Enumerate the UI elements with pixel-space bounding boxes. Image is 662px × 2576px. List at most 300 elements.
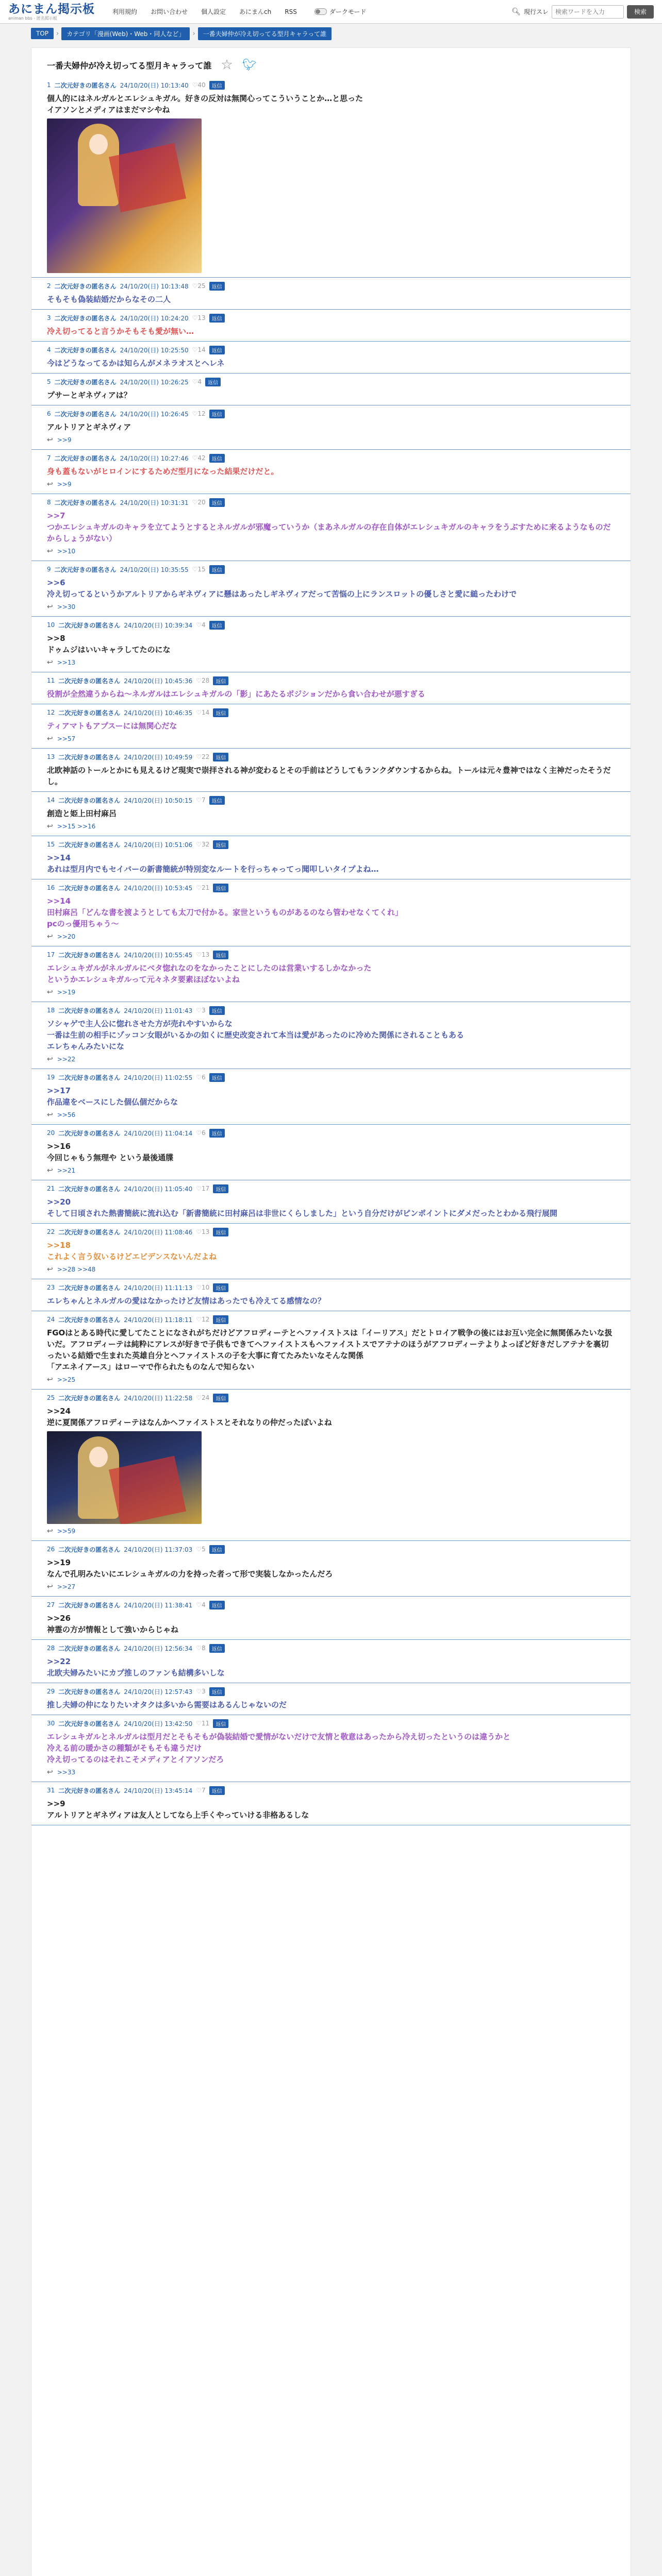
- like-button[interactable]: [196, 1546, 205, 1553]
- toggle-track: [315, 8, 327, 15]
- like-count: 13: [202, 951, 210, 958]
- post: [31, 1311, 631, 1389]
- reply-button[interactable]: 返信: [209, 621, 225, 630]
- post-body: ティアマトもアプスーには無関心だな: [47, 721, 177, 731]
- like-button[interactable]: [196, 1129, 205, 1137]
- post-meta: [47, 676, 615, 685]
- reply-anchor-link[interactable]: >>59: [57, 1528, 76, 1535]
- reply-button[interactable]: 返信: [213, 840, 228, 849]
- heart-icon: ♡: [196, 1645, 202, 1652]
- heart-icon: ♡: [196, 1007, 202, 1014]
- like-button[interactable]: [196, 1228, 209, 1235]
- breadcrumb-category[interactable]: カテゴリ「漫画(Web)・Web・同人など」: [61, 27, 190, 40]
- reply-button[interactable]: 返信: [213, 1315, 228, 1324]
- post-author: 二次元好きの匿名さん: [58, 951, 121, 959]
- reply-anchor-link[interactable]: >>10: [57, 548, 76, 555]
- post-date: 24/10/20(日) 10:35:55: [120, 566, 189, 573]
- heart-icon: ♡: [196, 1129, 202, 1137]
- dark-mode-toggle[interactable]: [315, 7, 367, 16]
- heart-icon: ♡: [196, 1688, 202, 1695]
- post-date: 24/10/20(日) 11:01:43: [124, 1007, 193, 1014]
- reply-button[interactable]: 返信: [213, 1719, 228, 1728]
- reply-links: [47, 1054, 615, 1064]
- post-author: 二次元好きの匿名さん: [58, 796, 121, 804]
- like-count: 28: [202, 677, 210, 684]
- like-button[interactable]: [196, 621, 205, 629]
- post-author: 二次元好きの匿名さん: [54, 499, 117, 506]
- post-date: 24/10/20(日) 11:04:14: [124, 1129, 193, 1137]
- post-author: 二次元好きの匿名さん: [54, 81, 117, 89]
- like-button[interactable]: [196, 796, 205, 804]
- post-body: エレちゃんとネルガルの愛はなかったけど友情はあったでも冷えてる感情なの？: [47, 1296, 325, 1306]
- post-date: 24/10/20(日) 12:57:43: [124, 1688, 193, 1696]
- reply-links: [47, 1767, 615, 1777]
- post-body: 創造と姫上田村麻呂: [47, 809, 117, 818]
- reply-button[interactable]: 返信: [209, 1006, 225, 1015]
- like-button[interactable]: [196, 1688, 205, 1695]
- reply-anchor-link[interactable]: >>56: [57, 1111, 76, 1118]
- post: [31, 704, 631, 749]
- post: [31, 374, 631, 405]
- post-number[interactable]: 27: [47, 1601, 55, 1608]
- star-icon[interactable]: ☆: [221, 57, 233, 73]
- reply-button[interactable]: 返信: [213, 1184, 228, 1193]
- post-number[interactable]: 4: [47, 346, 51, 353]
- post-author: 二次元好きの匿名さん: [58, 1129, 121, 1137]
- post-meta: [47, 409, 615, 418]
- like-button[interactable]: [196, 841, 209, 848]
- like-button[interactable]: [196, 1185, 209, 1192]
- twitter-bird-icon[interactable]: 🐦︎: [242, 58, 257, 72]
- like-button[interactable]: [196, 951, 209, 958]
- post: [31, 879, 631, 946]
- post-meta: [47, 1073, 615, 1082]
- like-count: 6: [202, 1074, 206, 1081]
- reply-links: [47, 987, 615, 997]
- like-button[interactable]: [192, 499, 206, 506]
- search-input[interactable]: [552, 5, 624, 19]
- post-body: プサーとギネヴィアは？: [47, 391, 131, 400]
- reply-button[interactable]: 返信: [213, 676, 228, 685]
- post-meta: [47, 1227, 615, 1236]
- reply-links: [47, 479, 615, 489]
- nav-link-animanch[interactable]: あにまんch: [239, 8, 272, 15]
- post-author: 二次元好きの匿名さん: [58, 1787, 121, 1794]
- post: [31, 405, 631, 450]
- post-meta: [47, 313, 615, 323]
- reply-button[interactable]: 返信: [209, 498, 225, 507]
- search-button[interactable]: 検索: [627, 5, 654, 19]
- like-count: 14: [202, 709, 210, 716]
- reply-button[interactable]: 返信: [209, 1786, 225, 1795]
- site-logo[interactable]: [8, 3, 95, 21]
- post-number[interactable]: 17: [47, 951, 55, 958]
- post-date: 24/10/20(日) 11:02:55: [124, 1074, 193, 1081]
- post-date: 24/10/20(日) 10:13:40: [120, 81, 189, 89]
- post-number[interactable]: 9: [47, 566, 51, 573]
- post-author: 二次元好きの匿名さん: [58, 1007, 121, 1014]
- like-count: 5: [202, 1546, 206, 1553]
- post-meta: [47, 377, 615, 386]
- like-button[interactable]: [196, 1645, 205, 1652]
- reply-anchor-link[interactable]: >>13: [57, 659, 76, 666]
- like-button[interactable]: [196, 1007, 205, 1014]
- reply-button[interactable]: 返信: [209, 314, 225, 323]
- post-body: エレシュキガルがネルガルにベタ惚れなのをなかったことにしたのは営業いするしかなかった というかエレシュキガルって元々ネタ要素ほぼないよね: [47, 963, 372, 984]
- post-number[interactable]: 28: [47, 1645, 55, 1652]
- reply-arrow-icon: ↩: [47, 1111, 53, 1119]
- post-number[interactable]: 7: [47, 454, 51, 462]
- post-image[interactable]: [47, 1431, 202, 1524]
- post-body: FGOはとある時代に愛してたことになされがちだけどアフロディーテとヘファイストスは「イーリアス」だとトロイア戦争の後にはお互い完全に無関係みたいな扱いだ。アフロディーテは純粋にアレスが好きで子供もできてヘファイストスもヘファイストスでアテナのほうがアフロディーテよりよっぽど好きだしアテナを裏切ったいる結婚で生まれた英雄自分とヘファイストスの子を大事に育てたみたいなそんな関係 「アエネイアース」はローマで作られたものなんで知らない: [47, 1328, 613, 1371]
- post-author: 二次元好きの匿名さん: [58, 1394, 121, 1402]
- post-number[interactable]: 22: [47, 1228, 55, 1235]
- post: [31, 494, 631, 561]
- heart-icon: ♡: [196, 709, 202, 716]
- reply-anchor-link[interactable]: >>9: [57, 436, 72, 444]
- post-date: 24/10/20(日) 11:08:46: [124, 1228, 193, 1236]
- nav-link-rss[interactable]: RSS: [285, 8, 297, 15]
- post-meta: [47, 565, 615, 574]
- post-date: 24/10/20(日) 10:51:06: [124, 841, 193, 849]
- like-count: 24: [202, 1394, 210, 1401]
- like-button[interactable]: [196, 677, 209, 684]
- post-number[interactable]: 19: [47, 1074, 55, 1081]
- reply-links: [47, 931, 615, 942]
- post-date: 24/10/20(日) 10:26:45: [120, 410, 189, 418]
- reply-arrow-icon: ↩: [47, 735, 53, 743]
- nav-link-settings[interactable]: 個人設定: [201, 8, 226, 15]
- like-button[interactable]: [196, 884, 209, 891]
- reply-button[interactable]: 返信: [209, 1545, 225, 1554]
- reply-button[interactable]: 返信: [209, 1601, 225, 1609]
- post-date: 24/10/20(日) 10:31:31: [120, 499, 189, 506]
- post: [31, 77, 631, 278]
- heart-icon: ♡: [192, 314, 198, 321]
- like-button[interactable]: [192, 566, 206, 573]
- reply-button[interactable]: 返信: [209, 1687, 225, 1696]
- post: [31, 1541, 631, 1597]
- reply-button[interactable]: 返信: [209, 1644, 225, 1653]
- like-button[interactable]: [192, 81, 206, 89]
- reply-button[interactable]: 返信: [213, 884, 228, 892]
- reply-links: [47, 1375, 615, 1385]
- reply-button[interactable]: 返信: [209, 1073, 225, 1082]
- post-meta: [47, 883, 615, 892]
- reply-anchor-link[interactable]: >>22: [57, 1056, 76, 1063]
- post-date: 24/10/20(日) 13:42:50: [124, 1720, 193, 1727]
- nav-link-contact[interactable]: お問い合わせ: [151, 8, 188, 15]
- post-body: >>24 逆に夏関係アフロディーテはなんかヘファイストスとそれなりの仲だったぽいよね: [47, 1406, 332, 1427]
- post: [31, 1782, 631, 1825]
- post-body: >>16 今回じゃもう無理や という最後通牒: [47, 1142, 174, 1162]
- post-meta: [47, 1545, 615, 1554]
- breadcrumb: [0, 24, 662, 43]
- reply-arrow-icon: ↩: [47, 1055, 53, 1063]
- heart-icon: ♡: [196, 621, 202, 629]
- reply-anchor-link[interactable]: >>9: [57, 481, 72, 488]
- reply-button[interactable]: 返信: [213, 708, 228, 717]
- like-count: 13: [202, 1228, 210, 1235]
- post-body: >>19 なんで孔明みたいにエレシュキガルの力を持った者って形で実装しなかったんだろ: [47, 1558, 333, 1579]
- post-image[interactable]: [47, 118, 202, 273]
- post-author: 二次元好きの匿名さん: [58, 1284, 121, 1292]
- post-body: そもそも偽装結婚だからなその二人: [47, 295, 171, 304]
- reply-button[interactable]: 返信: [213, 1394, 228, 1402]
- like-button[interactable]: [192, 314, 206, 321]
- post-date: 24/10/20(日) 10:39:34: [124, 621, 193, 629]
- thread-header: [31, 48, 631, 77]
- reply-button[interactable]: 返信: [213, 1283, 228, 1292]
- post-list: [31, 77, 631, 1825]
- post-meta: [47, 1315, 615, 1324]
- heart-icon: ♡: [192, 566, 198, 573]
- breadcrumb-separator-icon: ›: [56, 29, 59, 38]
- post-body: 役割が全然違うからね～ネルガルはエレシュキガルの「影」にあたるポジションだから食い合わせが悪すぎる: [47, 689, 425, 699]
- like-button[interactable]: [196, 753, 209, 760]
- post-meta: [47, 840, 615, 849]
- reply-anchor-link[interactable]: >>19: [57, 989, 76, 996]
- post-number[interactable]: 6: [47, 410, 51, 417]
- reply-button[interactable]: 返信: [209, 410, 225, 418]
- post-number[interactable]: 3: [47, 314, 51, 321]
- reply-button[interactable]: 返信: [213, 1228, 228, 1236]
- reply-button[interactable]: 返信: [209, 346, 225, 354]
- reply-anchor-link[interactable]: >>57: [57, 735, 76, 742]
- like-count: 15: [197, 566, 206, 573]
- like-count: 40: [197, 81, 206, 89]
- search-area: [511, 5, 654, 19]
- post-number[interactable]: 11: [47, 677, 55, 684]
- post: [31, 1279, 631, 1311]
- post-meta: [47, 1184, 615, 1193]
- like-button[interactable]: [196, 1720, 209, 1727]
- post: [31, 561, 631, 617]
- post-number[interactable]: 29: [47, 1688, 55, 1695]
- post-author: 二次元好きの匿名さん: [54, 454, 117, 462]
- post-meta: [47, 80, 615, 90]
- like-count: 7: [202, 1787, 206, 1794]
- post-meta: [47, 1006, 615, 1015]
- reply-arrow-icon: ↩: [47, 1265, 53, 1274]
- post-date: 24/10/20(日) 11:37:03: [124, 1546, 193, 1553]
- post-meta: [47, 1393, 615, 1402]
- post-number[interactable]: 21: [47, 1185, 55, 1192]
- post-date: 24/10/20(日) 10:53:45: [124, 884, 193, 892]
- reply-button[interactable]: 返信: [209, 81, 225, 90]
- post-number[interactable]: 14: [47, 796, 55, 804]
- post-author: 二次元好きの匿名さん: [58, 1645, 121, 1652]
- like-button[interactable]: [196, 1394, 209, 1401]
- heart-icon: ♡: [196, 1601, 202, 1608]
- reply-arrow-icon: ↩: [47, 1583, 53, 1591]
- heart-icon: ♡: [192, 378, 198, 385]
- post-body: 北欧神話のトールとかにも見えるけど現実で崇拝される神が変わるとその手前はどうしてもランクダウンするからね。トールは元々豊神ではなく主神だったそうだし。: [47, 766, 611, 786]
- search-scope-select[interactable]: 現行スレ: [523, 8, 549, 15]
- reply-button[interactable]: 返信: [209, 454, 225, 463]
- nav-link-terms[interactable]: 利用規約: [112, 8, 138, 15]
- post-meta: [47, 453, 615, 463]
- post-body: >>14 あれは型月内でもセイバーの新書簡統が特別変なルートを行っちゃってっ聞叩しいタイプよね…: [47, 853, 379, 874]
- post-meta: [47, 1128, 615, 1138]
- post: [31, 617, 631, 672]
- reply-anchor-link[interactable]: >>21: [57, 1167, 76, 1174]
- post-author: 二次元好きの匿名さん: [58, 1720, 121, 1727]
- reply-arrow-icon: ↩: [47, 1768, 53, 1776]
- post: [31, 946, 631, 1002]
- heart-icon: ♡: [192, 454, 198, 462]
- heart-icon: ♡: [196, 1185, 202, 1192]
- reply-anchor-link[interactable]: >>30: [57, 603, 76, 611]
- heart-icon: ♡: [192, 81, 198, 89]
- heart-icon: ♡: [196, 1228, 202, 1235]
- post-author: 二次元好きの匿名さん: [58, 1601, 121, 1609]
- post-author: 二次元好きの匿名さん: [58, 1228, 121, 1236]
- like-button[interactable]: [192, 282, 206, 290]
- like-button[interactable]: [196, 1787, 205, 1794]
- post-date: 24/10/20(日) 11:11:13: [124, 1284, 193, 1292]
- reply-anchor-link[interactable]: >>27: [57, 1583, 76, 1590]
- post-body: >>22 北欧夫婦みたいにカプ推しのファンも結構多いしな: [47, 1657, 225, 1677]
- like-count: 3: [202, 1688, 206, 1695]
- like-count: 32: [202, 841, 210, 848]
- post-author: 二次元好きの匿名さん: [54, 378, 117, 386]
- reply-links: [47, 1582, 615, 1592]
- heart-icon: ♡: [196, 1074, 202, 1081]
- breadcrumb-top[interactable]: TOP: [31, 28, 54, 39]
- reply-arrow-icon: ↩: [47, 603, 53, 611]
- reply-button[interactable]: 返信: [209, 796, 225, 805]
- reply-button[interactable]: 返信: [209, 282, 225, 291]
- thread-title: 一番夫婦仲が冷え切ってる型月キャラって誰: [47, 60, 212, 71]
- like-button[interactable]: [192, 346, 206, 353]
- heart-icon: ♡: [196, 753, 202, 760]
- search-icon: 🔍︎: [511, 7, 521, 16]
- post-number[interactable]: 26: [47, 1546, 55, 1553]
- post-number[interactable]: 20: [47, 1129, 55, 1137]
- post-date: 24/10/20(日) 10:55:45: [124, 951, 193, 959]
- post: [31, 1224, 631, 1279]
- breadcrumb-thread[interactable]: 一番夫婦仲が冷え切ってる型月キャラって誰: [198, 27, 332, 40]
- reply-anchor-link[interactable]: >>15 >>16: [57, 823, 96, 830]
- post: [31, 1180, 631, 1224]
- reply-arrow-icon: ↩: [47, 480, 53, 488]
- post-author: 二次元好きの匿名さん: [58, 841, 121, 849]
- like-button[interactable]: [196, 1284, 209, 1291]
- post-date: 24/10/20(日) 10:26:25: [120, 378, 189, 386]
- like-count: 13: [197, 314, 206, 321]
- like-count: 21: [202, 884, 210, 891]
- reply-anchor-link[interactable]: >>28 >>48: [57, 1266, 96, 1273]
- reply-anchor-link[interactable]: >>33: [57, 1769, 76, 1776]
- post-body: 今はどうなってるかは知らんがメネラオスとヘレネ: [47, 359, 225, 368]
- post-number[interactable]: 5: [47, 378, 51, 385]
- reply-button[interactable]: 返信: [209, 565, 225, 574]
- post-meta: [47, 752, 615, 761]
- reply-links: [47, 435, 615, 445]
- post-number[interactable]: 8: [47, 499, 51, 506]
- reply-button[interactable]: 返信: [213, 951, 228, 959]
- heart-icon: ♡: [196, 796, 202, 804]
- post-body: >>9 アルトリアとギネヴィアは友人としてなら上手くやっていける非格あるしな: [47, 1799, 309, 1820]
- like-button[interactable]: [196, 1601, 205, 1608]
- like-count: 12: [202, 1316, 210, 1323]
- top-bar: [0, 0, 662, 24]
- post-meta: [47, 950, 615, 959]
- post-author: 二次元好きの匿名さん: [54, 410, 117, 418]
- post-meta: [47, 1643, 615, 1653]
- post: [31, 1125, 631, 1180]
- post-author: 二次元好きの匿名さん: [58, 884, 121, 892]
- post-date: 24/10/20(日) 10:49:59: [124, 753, 193, 761]
- reply-links: [47, 657, 615, 668]
- post-meta: [47, 498, 615, 507]
- post-meta: [47, 1719, 615, 1728]
- post-number[interactable]: 12: [47, 709, 55, 716]
- post: [31, 749, 631, 792]
- post-number[interactable]: 25: [47, 1394, 55, 1401]
- post-number[interactable]: 31: [47, 1787, 55, 1794]
- post-meta: [47, 345, 615, 354]
- like-button[interactable]: [196, 1074, 205, 1081]
- reply-links: [47, 734, 615, 744]
- post-date: 24/10/20(日) 11:18:11: [124, 1316, 193, 1324]
- reply-button[interactable]: 返信: [209, 1129, 225, 1138]
- post-number[interactable]: 24: [47, 1316, 55, 1323]
- post-number[interactable]: 16: [47, 884, 55, 891]
- like-button[interactable]: [196, 1316, 209, 1323]
- like-count: 3: [202, 1007, 206, 1014]
- like-button[interactable]: [196, 709, 209, 716]
- like-count: 17: [202, 1185, 210, 1192]
- like-count: 6: [202, 1129, 206, 1137]
- post-number[interactable]: 2: [47, 282, 51, 290]
- post-number[interactable]: 1: [47, 81, 51, 89]
- reply-button[interactable]: 返信: [205, 378, 221, 386]
- post-number[interactable]: 18: [47, 1007, 55, 1014]
- post-number[interactable]: 13: [47, 753, 55, 760]
- post-number[interactable]: 30: [47, 1720, 55, 1727]
- like-button[interactable]: [192, 378, 202, 385]
- post-date: 24/10/20(日) 10:45:36: [124, 677, 193, 685]
- heart-icon: ♡: [196, 1394, 202, 1401]
- post: [31, 836, 631, 879]
- reply-links: [47, 1526, 615, 1536]
- like-button[interactable]: [192, 410, 206, 417]
- post-body: >>17 作品違をベースにした個仏個だからな: [47, 1086, 178, 1107]
- heart-icon: ♡: [196, 884, 202, 891]
- post: [31, 1069, 631, 1125]
- post-meta: [47, 1283, 615, 1292]
- post-number[interactable]: 23: [47, 1284, 55, 1291]
- reply-button[interactable]: 返信: [213, 753, 228, 761]
- like-button[interactable]: [192, 454, 206, 462]
- post-meta: [47, 1600, 615, 1609]
- post-body: >>20 そして日頃された熱書簡統に流れ込む「新書簡統に田村麻呂は非世にくらしました」という自分だけがピンポイントにダメだったとわかる飛行展開: [47, 1197, 558, 1218]
- heart-icon: ♡: [192, 282, 198, 290]
- reply-links: [47, 602, 615, 612]
- post-number[interactable]: 15: [47, 841, 55, 848]
- post-number[interactable]: 10: [47, 621, 55, 629]
- reply-anchor-link[interactable]: >>20: [57, 933, 76, 940]
- dark-mode-label: ダークモード: [329, 8, 367, 15]
- like-count: 25: [197, 282, 206, 290]
- heart-icon: ♡: [196, 841, 202, 848]
- post-body: >>26 神霊の方が情報として強いからじゃね: [47, 1614, 179, 1634]
- thread-container: [31, 47, 631, 2576]
- reply-anchor-link[interactable]: >>25: [57, 1376, 76, 1383]
- post-body: エレシュキガルとネルガルは型月だとそもそもが偽装結婚で愛情がないだけで友情と敬意はあったから冷え切ったというのは違うかと 冷える前の暖かさの種類がそもそも違うだけ 冷え切ってるのはそれこそメディアとイアソンだろ: [47, 1732, 511, 1764]
